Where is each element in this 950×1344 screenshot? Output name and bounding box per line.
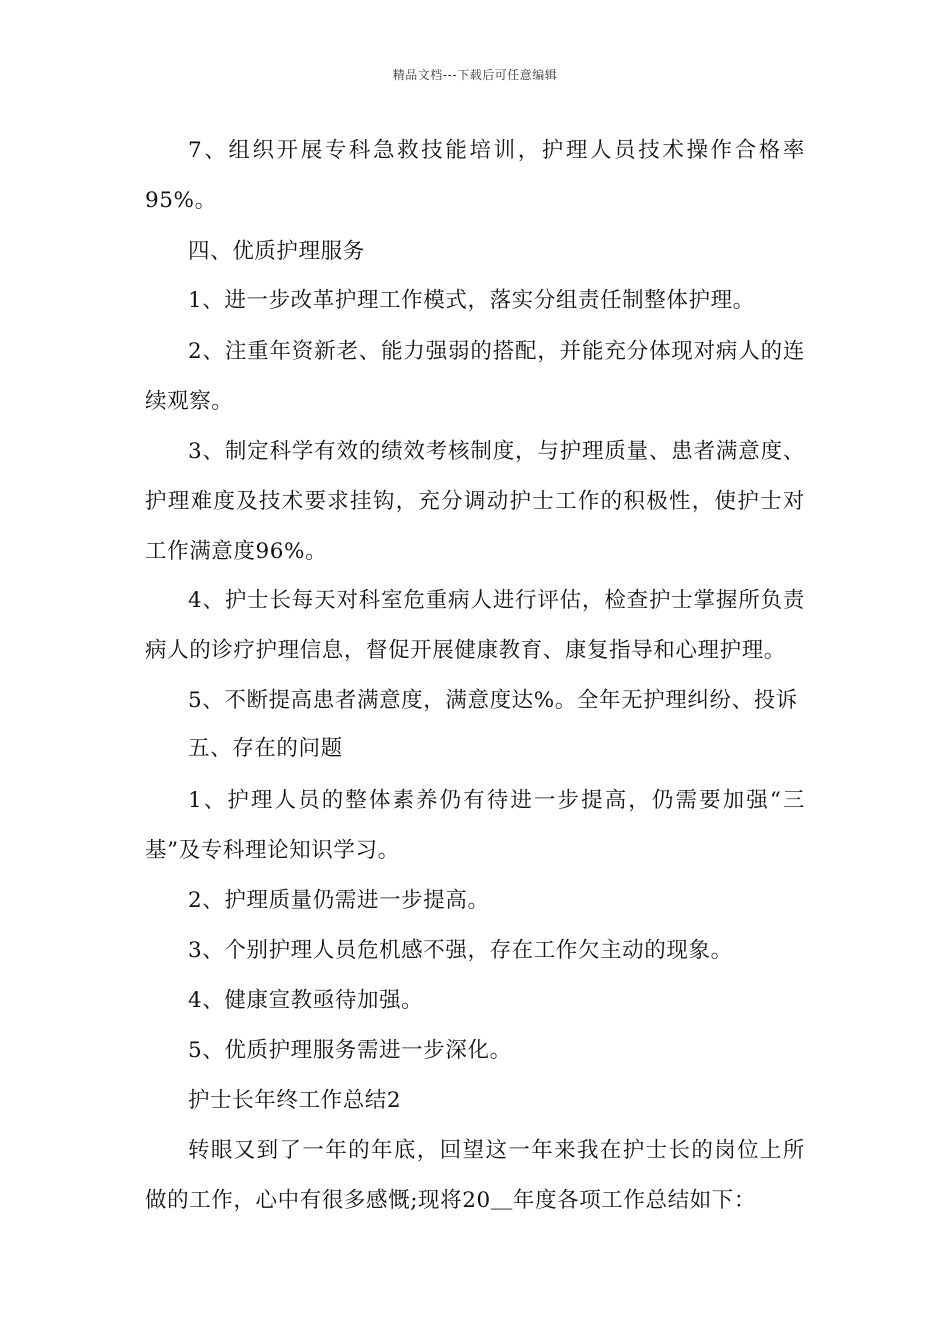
section-heading: 五、存在的问题: [188, 736, 343, 761]
paragraph-line: 7、组织开展专科急救技能培训，护理人员技术操作合格率: [188, 138, 805, 163]
paragraph-line: 5、优质护理服务需进一步深化。: [188, 1038, 512, 1063]
paragraph-line: 1、护理人员的整体素养仍有待进一步提高，仍需要加强“三: [188, 788, 805, 813]
paragraph-line: 4、健康宣教亟待加强。: [188, 988, 424, 1013]
paragraph-line: 3、个别护理人员危机感不强，存在工作欠主动的现象。: [188, 938, 733, 963]
paragraph-line: 做的工作，心中有很多感慨;现将20＿年度各项工作总结如下：: [145, 1188, 757, 1213]
paragraph-line: 95%。: [145, 188, 217, 213]
paragraph-line: 基”及专科理论知识学习。: [145, 838, 400, 863]
paragraph-line: 5、不断提高患者满意度，满意度达%。全年无护理纠纷、投诉: [188, 688, 798, 713]
paragraph-line: 护理难度及技术要求挂钩，充分调动护士工作的积极性，使护士对: [145, 489, 805, 514]
paragraph-line: 2、注重年资新老、能力强弱的搭配，并能充分体现对病人的连: [188, 339, 805, 364]
section-heading: 四、优质护理服务: [188, 239, 365, 264]
paragraph-line: 工作满意度96%。: [145, 539, 328, 564]
paragraph-line: 续观察。: [145, 389, 234, 414]
paragraph-line: 2、护理质量仍需进一步提高。: [188, 888, 490, 913]
document-subtitle: 护士长年终工作总结2: [188, 1088, 402, 1113]
paragraph-line: 4、护士长每天对科室危重病人进行评估，检查护士掌握所负责: [188, 588, 805, 613]
paragraph-line: 3、制定科学有效的绩效考核制度，与护理质量、患者满意度、: [188, 439, 805, 464]
paragraph-line: 1、进一步改革护理工作模式，落实分组责任制整体护理。: [188, 288, 755, 313]
paragraph-line: 转眼又到了一年的年底，回望这一年来我在护士长的岗位上所: [188, 1138, 805, 1163]
paragraph-line: 病人的诊疗护理信息，督促开展健康教育、康复指导和心理护理。: [145, 638, 786, 663]
page-header: 精品文档---下载后可任意编辑: [392, 68, 558, 82]
